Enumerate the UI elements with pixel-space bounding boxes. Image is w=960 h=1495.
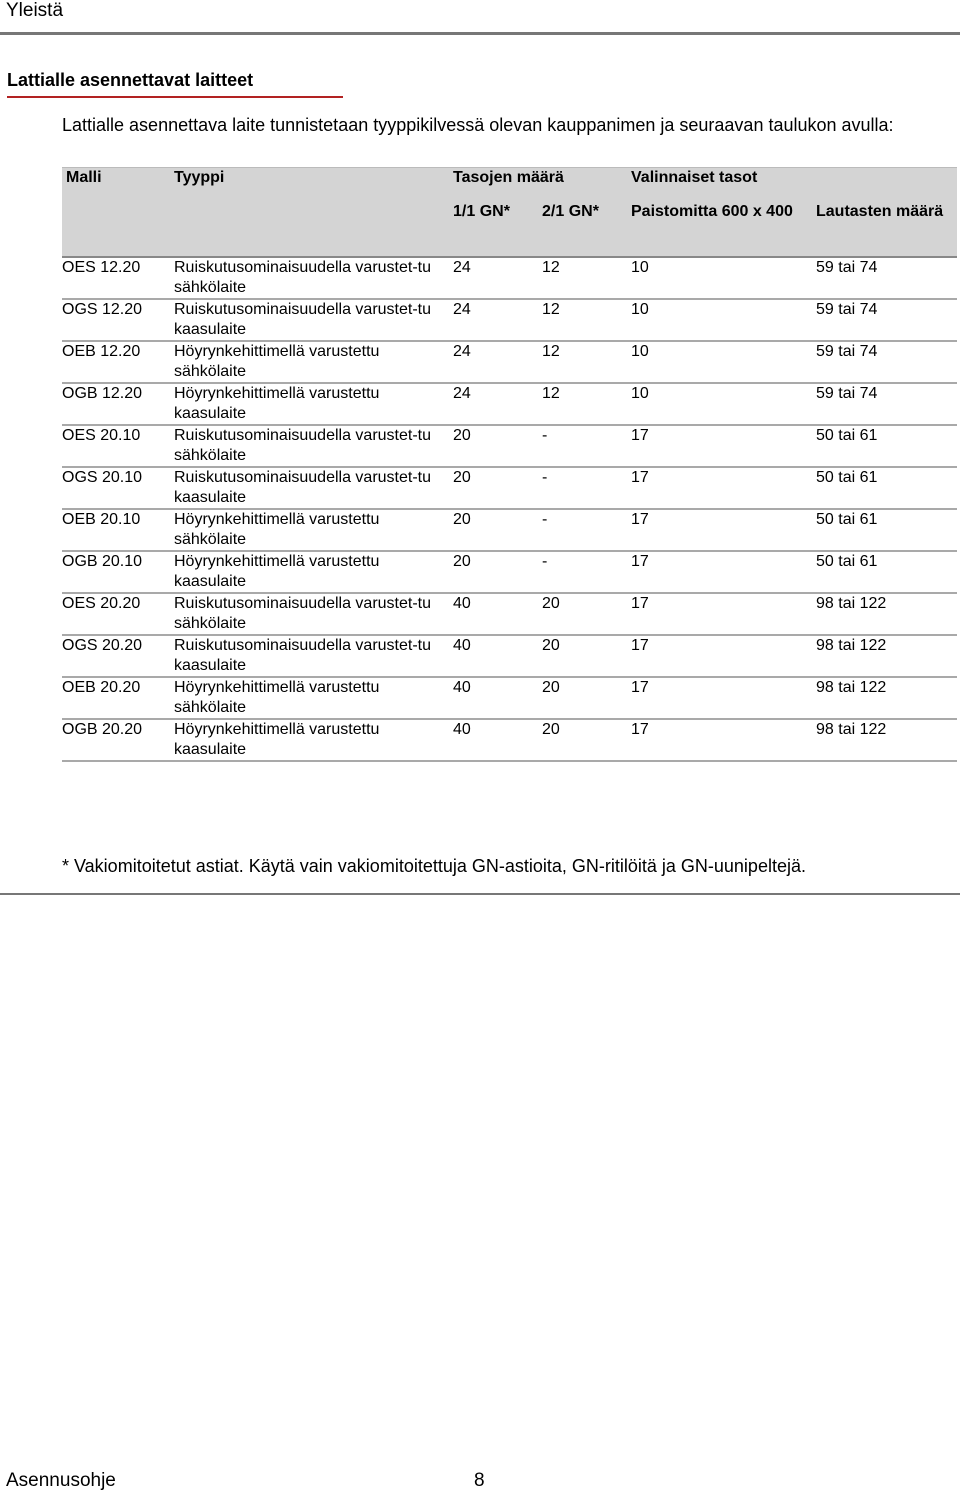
cell-malli: OES 20.10 <box>62 425 174 467</box>
cell-tyyppi: Ruiskutusominaisuudella varustet-tu kaasulaite <box>174 635 453 677</box>
subheader-empty <box>174 202 453 257</box>
table-row <box>62 593 957 635</box>
cell-2-1-gn: 20 <box>542 593 631 635</box>
table-subheader-row <box>62 202 957 257</box>
subheader-2-1-gn: 2/1 GN* <box>542 202 631 257</box>
footer-page-number: 8 <box>474 1470 485 1491</box>
cell-lautasten-maara: 98 tai 122 <box>816 677 957 719</box>
cell-paistomitta: 10 <box>631 257 816 299</box>
cell-paistomitta: 17 <box>631 593 816 635</box>
cell-2-1-gn: 12 <box>542 299 631 341</box>
table-row <box>62 383 957 425</box>
cell-malli: OGB 20.20 <box>62 719 174 761</box>
table-row <box>62 257 957 299</box>
cell-2-1-gn: - <box>542 551 631 593</box>
subheader-empty <box>62 202 174 257</box>
cell-malli: OEB 20.10 <box>62 509 174 551</box>
section-heading: Lattialle asennettavat laitteet <box>7 70 254 90</box>
cell-tyyppi: Ruiskutusominaisuudella varustet-tu kaasulaite <box>174 299 453 341</box>
subheader-1-1-gn: 1/1 GN* <box>453 202 542 257</box>
cell-lautasten-maara: 59 tai 74 <box>816 383 957 425</box>
cell-1-1-gn: 20 <box>453 467 542 509</box>
cell-paistomitta: 17 <box>631 719 816 761</box>
table-row <box>62 509 957 551</box>
col-header-tyyppi: Tyyppi <box>174 168 453 203</box>
cell-2-1-gn: - <box>542 425 631 467</box>
cell-paistomitta: 10 <box>631 341 816 383</box>
table-row <box>62 677 957 719</box>
device-table <box>62 167 957 762</box>
heading-underline <box>7 96 343 98</box>
cell-2-1-gn: 12 <box>542 257 631 299</box>
cell-malli: OES 20.20 <box>62 593 174 635</box>
cell-1-1-gn: 24 <box>453 257 542 299</box>
cell-malli: OGB 20.10 <box>62 551 174 593</box>
table-row <box>62 467 957 509</box>
table-body <box>62 257 957 761</box>
cell-paistomitta: 17 <box>631 677 816 719</box>
cell-paistomitta: 17 <box>631 425 816 467</box>
cell-malli: OGS 20.10 <box>62 467 174 509</box>
cell-malli: OES 12.20 <box>62 257 174 299</box>
cell-paistomitta: 10 <box>631 383 816 425</box>
table-row <box>62 635 957 677</box>
cell-tyyppi: Höyrynkehittimellä varustettu kaasulaite <box>174 719 453 761</box>
cell-1-1-gn: 20 <box>453 425 542 467</box>
footnote-divider <box>0 893 960 895</box>
col-header-tasojen-maara: Tasojen määrä <box>453 168 631 203</box>
table-row <box>62 719 957 761</box>
table-row <box>62 299 957 341</box>
table-header-row <box>62 168 957 203</box>
cell-tyyppi: Höyrynkehittimellä varustettu sähkölaite <box>174 341 453 383</box>
cell-tyyppi: Höyrynkehittimellä varustettu sähkölaite <box>174 677 453 719</box>
cell-tyyppi: Ruiskutusominaisuudella varustet-tu sähkölaite <box>174 425 453 467</box>
cell-paistomitta: 17 <box>631 635 816 677</box>
cell-tyyppi: Ruiskutusominaisuudella varustet-tu kaasulaite <box>174 467 453 509</box>
cell-2-1-gn: - <box>542 467 631 509</box>
cell-1-1-gn: 40 <box>453 593 542 635</box>
cell-tyyppi: Höyrynkehittimellä varustettu kaasulaite <box>174 551 453 593</box>
subheader-paistomitta: Paistomitta 600 x 400 <box>631 202 816 257</box>
cell-lautasten-maara: 50 tai 61 <box>816 551 957 593</box>
cell-paistomitta: 17 <box>631 509 816 551</box>
table-row <box>62 425 957 467</box>
cell-lautasten-maara: 98 tai 122 <box>816 719 957 761</box>
cell-malli: OGS 20.20 <box>62 635 174 677</box>
cell-lautasten-maara: 98 tai 122 <box>816 593 957 635</box>
cell-lautasten-maara: 50 tai 61 <box>816 425 957 467</box>
header-divider <box>0 32 960 35</box>
cell-1-1-gn: 20 <box>453 509 542 551</box>
cell-malli: OEB 20.20 <box>62 677 174 719</box>
cell-1-1-gn: 40 <box>453 719 542 761</box>
cell-tyyppi: Höyrynkehittimellä varustettu sähkölaite <box>174 509 453 551</box>
cell-1-1-gn: 24 <box>453 383 542 425</box>
table-row <box>62 341 957 383</box>
cell-lautasten-maara: 98 tai 122 <box>816 635 957 677</box>
cell-1-1-gn: 40 <box>453 677 542 719</box>
cell-2-1-gn: 12 <box>542 341 631 383</box>
table-footnote: * Vakiomitoitetut astiat. Käytä vain vakiomitoitettuja GN-astioita, GN-ritilöitä ja GN-uunipeltejä. <box>62 856 806 876</box>
cell-2-1-gn: 20 <box>542 719 631 761</box>
cell-lautasten-maara: 59 tai 74 <box>816 341 957 383</box>
cell-lautasten-maara: 59 tai 74 <box>816 299 957 341</box>
cell-1-1-gn: 40 <box>453 635 542 677</box>
cell-2-1-gn: 12 <box>542 383 631 425</box>
cell-1-1-gn: 24 <box>453 341 542 383</box>
col-header-malli: Malli <box>62 168 174 203</box>
col-header-valinnaiset-tasot: Valinnaiset tasot <box>631 168 957 203</box>
cell-paistomitta: 17 <box>631 551 816 593</box>
cell-malli: OGB 12.20 <box>62 383 174 425</box>
cell-2-1-gn: 20 <box>542 677 631 719</box>
cell-malli: OGS 12.20 <box>62 299 174 341</box>
cell-paistomitta: 10 <box>631 299 816 341</box>
cell-tyyppi: Ruiskutusominaisuudella varustet-tu sähkölaite <box>174 593 453 635</box>
cell-tyyppi: Höyrynkehittimellä varustettu kaasulaite <box>174 383 453 425</box>
subheader-lautasten-maara: Lautasten määrä <box>816 202 957 257</box>
cell-malli: OEB 12.20 <box>62 341 174 383</box>
cell-1-1-gn: 24 <box>453 299 542 341</box>
cell-lautasten-maara: 50 tai 61 <box>816 509 957 551</box>
cell-2-1-gn: 20 <box>542 635 631 677</box>
intro-paragraph: Lattialle asennettava laite tunnistetaan tyyppikilvessä olevan kauppanimen ja seuraavan taulukon avulla: <box>62 115 894 135</box>
page-header-title: Yleistä <box>6 0 64 21</box>
cell-lautasten-maara: 50 tai 61 <box>816 467 957 509</box>
cell-paistomitta: 17 <box>631 467 816 509</box>
cell-2-1-gn: - <box>542 509 631 551</box>
cell-1-1-gn: 20 <box>453 551 542 593</box>
table-row <box>62 551 957 593</box>
footer-document-name: Asennusohje <box>6 1470 116 1491</box>
cell-tyyppi: Ruiskutusominaisuudella varustet-tu sähkölaite <box>174 257 453 299</box>
cell-lautasten-maara: 59 tai 74 <box>816 257 957 299</box>
